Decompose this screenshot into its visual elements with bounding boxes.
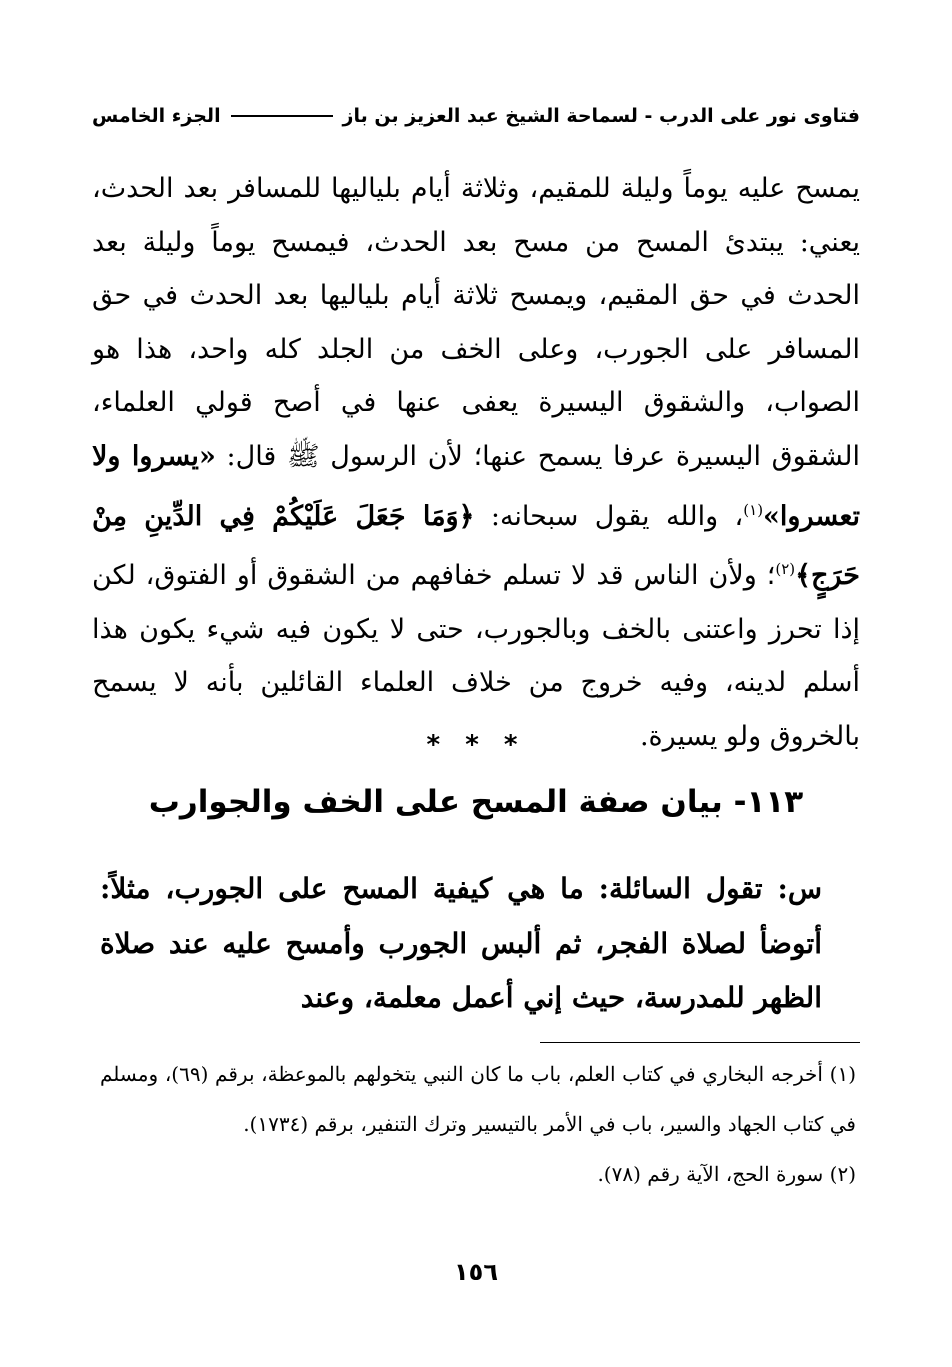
footnote-number: (١) [829,1062,856,1086]
running-header [92,96,860,136]
section-separator: * * * [426,730,526,760]
question-paragraph [100,862,822,1026]
question-text: س: تقول السائلة: ما هي كيفية المسح على الجورب، مثلاً: أتوضأ لصلاة الفجر، ثم ألبس الجورب وأمسح عليه عند صلاة الظهر للمدرسة، حيث إني أعمل معلمة، وعند [100,872,822,1014]
body-paragraph [92,162,860,764]
quran-verse: ﴿وَمَا جَعَلَ عَلَيْكُمْ فِي الدِّينِ مِنْ حَرَجٍ﴾ [92,500,860,592]
footnotes [100,1049,856,1199]
paragraph-text-3: ؛ ولأن الناس قد لا تسلم خفافهم من الشقوق أو الفتوق، لكن إذا تحرز واعتنى بالخف وبالجورب، حتى لا يكون فيه شيء يكون هذا أسلم لدينه، وفيه خروج من خلاف العلماء القائلين بأنه لا يسمح بالخروق ولو يسيرة. [92,560,860,752]
hadith-quote: «يسروا ولا تعسروا» [92,440,860,532]
paragraph-text-1: يمسح عليه يوماً وليلة للمقيم، وثلاثة أيام بلياليها للمسافر بعد الحدث، يعني: يبتدئ المسح من مسح بعد الحدث، فيمسح يوماً وليلة بعد الحدث في حق المقيم، ويمسح ثلاثة أيام بلياليها بعد الحدث في حق المسافر على الجورب، وعلى الخف من الجلد كله واحد، هذا هو الصواب، والشقوق اليسيرة يعفى عنها في أصح قولي العلماء، الشقوق اليسيرة عرفا يسمح عنها؛ لأن الرسول ﷺ قال: [92,173,860,472]
footnote-divider [540,1042,860,1043]
footnote-ref-1[interactable]: (١) [743,500,764,519]
paragraph-text-2: ، والله يقول سبحانه: [490,500,744,532]
footnote-text: أخرجه البخاري في كتاب العلم، باب ما كان النبي يتخولهم بالموعظة، برقم (٦٩)، ومسلم في كتاب الجهاد والسير، باب في الأمر بالتيسير وترك التنفير، برقم (١٧٣٤). [100,1062,856,1136]
footnote-1 [100,1049,856,1149]
footnote-ref-2[interactable]: (٢) [775,560,796,579]
footnote-text: سورة الحج، الآية رقم (٧٨). [597,1162,824,1186]
page-number: ١٥٦ [454,1258,498,1286]
header-rule [231,115,333,117]
footnote-number: (٢) [829,1162,856,1186]
footnote-2 [100,1149,856,1199]
header-volume: الجزء الخامس [92,105,221,127]
header-title: فتاوى نور على الدرب - لسماحة الشيخ عبد العزيز بن باز [342,105,860,127]
section-heading: ١١٣- بيان صفة المسح على الخف والجوارب [148,784,804,820]
